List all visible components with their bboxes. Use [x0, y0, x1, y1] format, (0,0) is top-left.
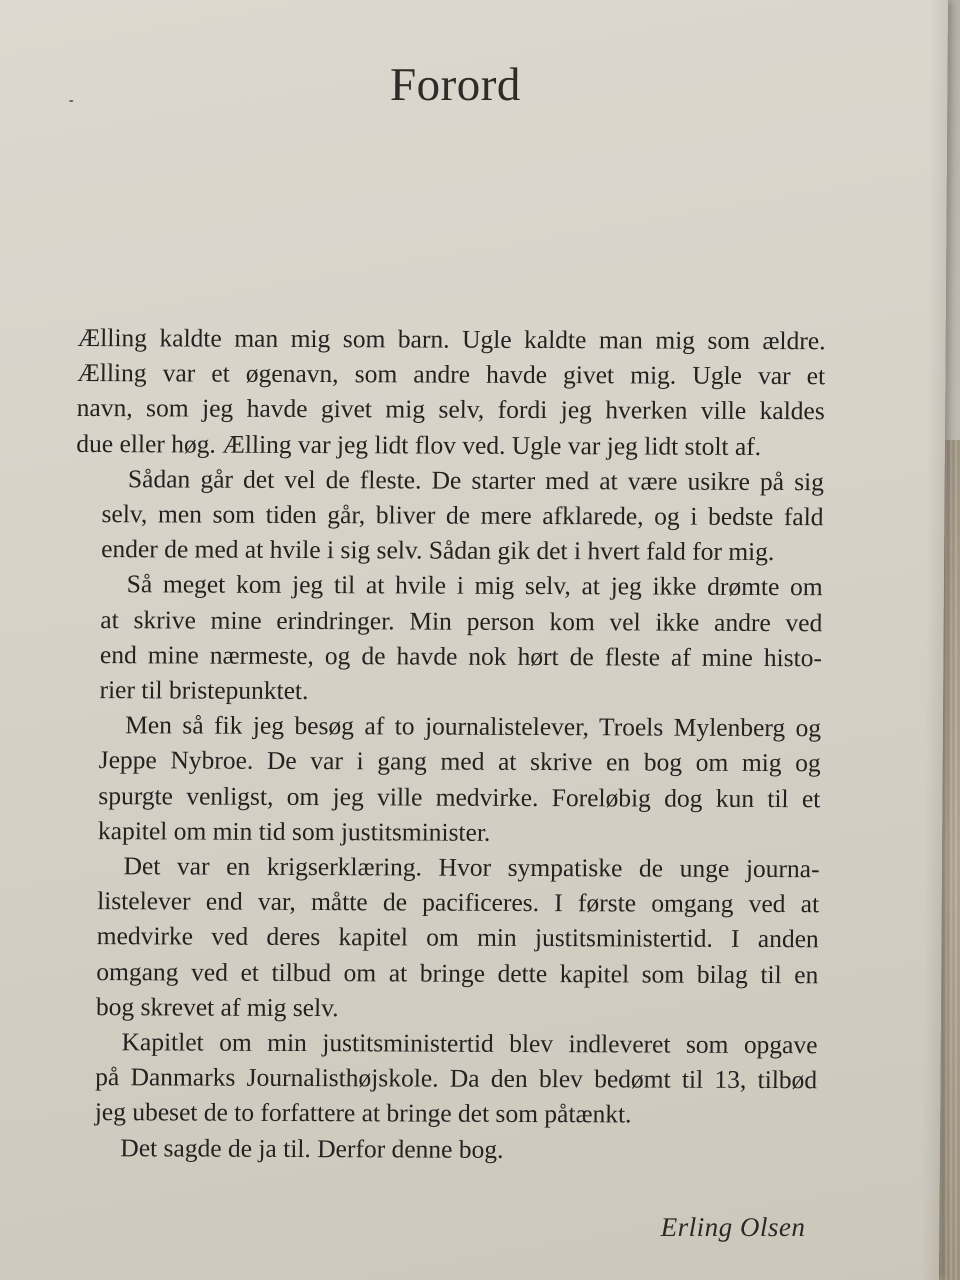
text-line: jeg ubeset de to forfattere at bringe det som påtænkt.	[94, 1097, 632, 1129]
text-line: omgang ved et tilbud om at bringe dette kapitel som bilag til en	[96, 956, 819, 989]
text-line: Ælling var et øgenavn, som andre havde givet mig. Ugle var et	[77, 358, 826, 391]
text-line: kapitel om min tid som justitsminister.	[97, 815, 491, 847]
foreword-body	[68, 320, 826, 1168]
text-line: Jeppe Nybroe. De var i gang med at skrive en bog om mig og	[98, 745, 821, 778]
paragraph	[73, 566, 823, 710]
text-line: rier til bristepunktet.	[99, 675, 309, 706]
text-line: spurgte venligst, om jeg ville medvirke. Foreløbig dog kun til et	[98, 780, 821, 813]
text-line: Kapitlet om min justitsministertid blev indleveret som opgave	[121, 1027, 818, 1060]
author-signature: Erling Olsen	[660, 1212, 806, 1242]
text-line: end mine nærmeste, og de havde nok hørt de fleste af mine histo-	[99, 639, 823, 673]
text-line: navn, som jeg havde givet mig selv, fordi jeg hverken ville kaldes	[76, 393, 825, 426]
paragraph	[76, 320, 826, 464]
text-line: Det var en krigserklæring. Hvor sympatiske de unge journa-	[123, 851, 820, 884]
text-line: medvirke ved deres kapitel om min justitsministertid. I anden	[96, 921, 819, 954]
paragraph	[70, 848, 820, 1027]
text-line: Men så fik jeg besøg af to journalistelever, Troels Mylenberg og	[125, 710, 822, 743]
text-line: Ælling kaldte man mig som barn. Ugle kaldte man mig som ældre.	[77, 322, 826, 356]
paragraph	[69, 1024, 818, 1133]
paragraph	[72, 707, 822, 851]
paragraph	[75, 461, 824, 570]
paragraph	[68, 1130, 816, 1168]
text-line: due eller høg. Ælling var jeg lidt flov ved. Ugle var jeg lidt stolt af.	[76, 428, 762, 461]
text-line: listelever end var, måtte de pacificeres. I første omgang ved at	[97, 886, 820, 919]
text-line: at skrive mine erindringer. Min person kom vel ikke andre ved	[100, 604, 823, 637]
text-line: selv, men som tiden går, bliver de mere afklarede, og i bedste fald	[101, 499, 824, 532]
text-line: Det sagde de ja til. Derfor denne bog.	[120, 1132, 504, 1164]
text-line: bog skrevet af mig selv.	[95, 991, 339, 1023]
page-title: Forord	[389, 59, 522, 111]
text-line: på Danmarks Journalisthøjskole. Da den blev bedømt til 13, tilbød	[95, 1062, 818, 1095]
text-line: Sådan går det vel de fleste. De starter med at være usikre på sig	[127, 464, 825, 497]
text-line: ender de med at hvile i sig selv. Sådan gik det i hvert fald for mig.	[101, 534, 775, 567]
text-line: Så meget kom jeg til at hvile i mig selv, at jeg ikke drømte om	[126, 569, 823, 602]
